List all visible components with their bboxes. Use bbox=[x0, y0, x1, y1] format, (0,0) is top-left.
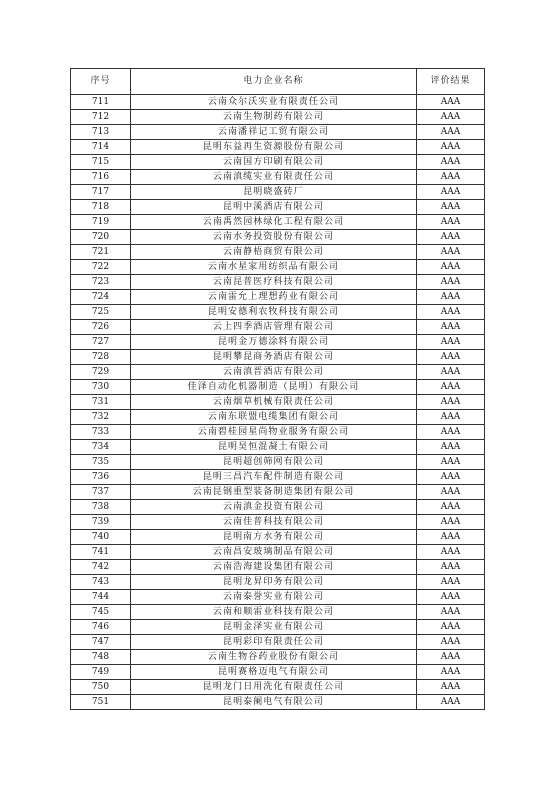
table-row bbox=[71, 380, 485, 395]
rating-result-cell: AAA bbox=[417, 155, 485, 170]
rating-result-cell: AAA bbox=[417, 215, 485, 230]
rating-result-cell: AAA bbox=[417, 425, 485, 440]
header-rating-result: 评价结果 bbox=[417, 69, 485, 95]
serial-number-cell: 732 bbox=[71, 410, 131, 425]
serial-number-cell: 719 bbox=[71, 215, 131, 230]
serial-number-cell: 721 bbox=[71, 245, 131, 260]
serial-number-cell: 720 bbox=[71, 230, 131, 245]
company-name-cell: 昆明东益再生资源股份有限公司 bbox=[131, 140, 417, 155]
company-name-cell: 昆明安德利农牧科技有限公司 bbox=[131, 305, 417, 320]
company-name-cell: 云南滇金投资有限公司 bbox=[131, 500, 417, 515]
rating-result-cell: AAA bbox=[417, 590, 485, 605]
rating-result-cell: AAA bbox=[417, 290, 485, 305]
serial-number-cell: 728 bbox=[71, 350, 131, 365]
rating-result-cell: AAA bbox=[417, 605, 485, 620]
rating-result-cell: AAA bbox=[417, 500, 485, 515]
serial-number-cell: 743 bbox=[71, 575, 131, 590]
serial-number-cell: 726 bbox=[71, 320, 131, 335]
table-row bbox=[71, 95, 485, 110]
rating-result-cell: AAA bbox=[417, 395, 485, 410]
serial-number-cell: 749 bbox=[71, 665, 131, 680]
table-row bbox=[71, 425, 485, 440]
rating-result-cell: AAA bbox=[417, 665, 485, 680]
serial-number-cell: 747 bbox=[71, 635, 131, 650]
company-name-cell: 昆明彩印有限责任公司 bbox=[131, 635, 417, 650]
rating-result-cell: AAA bbox=[417, 455, 485, 470]
rating-result-cell: AAA bbox=[417, 635, 485, 650]
rating-result-cell: AAA bbox=[417, 95, 485, 110]
table-row bbox=[71, 470, 485, 485]
rating-result-cell: AAA bbox=[417, 305, 485, 320]
table-row bbox=[71, 230, 485, 245]
rating-result-cell: AAA bbox=[417, 320, 485, 335]
table-row bbox=[71, 665, 485, 680]
rating-result-cell: AAA bbox=[417, 695, 485, 710]
table-row bbox=[71, 530, 485, 545]
company-name-cell: 云南碧桂园星尚物业服务有限公司 bbox=[131, 425, 417, 440]
rating-result-cell: AAA bbox=[417, 620, 485, 635]
company-name-cell: 云南国方印刷有限公司 bbox=[131, 155, 417, 170]
serial-number-cell: 734 bbox=[71, 440, 131, 455]
table-row bbox=[71, 680, 485, 695]
company-name-cell: 云南滇晋酒店有限公司 bbox=[131, 365, 417, 380]
serial-number-cell: 727 bbox=[71, 335, 131, 350]
company-name-cell: 云南滇缆实业有限责任公司 bbox=[131, 170, 417, 185]
rating-result-cell: AAA bbox=[417, 275, 485, 290]
rating-result-cell: AAA bbox=[417, 230, 485, 245]
company-name-cell: 云南佳普科技有限公司 bbox=[131, 515, 417, 530]
serial-number-cell: 713 bbox=[71, 125, 131, 140]
header-serial-number: 序号 bbox=[71, 69, 131, 95]
company-name-cell: 昆明中溪酒店有限公司 bbox=[131, 200, 417, 215]
table-row bbox=[71, 260, 485, 275]
serial-number-cell: 722 bbox=[71, 260, 131, 275]
serial-number-cell: 731 bbox=[71, 395, 131, 410]
serial-number-cell: 723 bbox=[71, 275, 131, 290]
table-row bbox=[71, 395, 485, 410]
company-name-cell: 昆明南方水务有限公司 bbox=[131, 530, 417, 545]
company-name-cell: 云南禹然园林绿化工程有限公司 bbox=[131, 215, 417, 230]
serial-number-cell: 740 bbox=[71, 530, 131, 545]
company-name-cell: 昆明三昌汽车配件制造有限公司 bbox=[131, 470, 417, 485]
table-row bbox=[71, 155, 485, 170]
serial-number-cell: 718 bbox=[71, 200, 131, 215]
serial-number-cell: 725 bbox=[71, 305, 131, 320]
rating-result-cell: AAA bbox=[417, 200, 485, 215]
table-row bbox=[71, 305, 485, 320]
table-row bbox=[71, 545, 485, 560]
company-name-cell: 云南昌安玻璃制品有限公司 bbox=[131, 545, 417, 560]
table-row bbox=[71, 140, 485, 155]
serial-number-cell: 737 bbox=[71, 485, 131, 500]
company-name-cell: 云南昆普医疗科技有限公司 bbox=[131, 275, 417, 290]
rating-result-cell: AAA bbox=[417, 410, 485, 425]
rating-result-cell: AAA bbox=[417, 335, 485, 350]
table-row bbox=[71, 500, 485, 515]
serial-number-cell: 735 bbox=[71, 455, 131, 470]
table-row bbox=[71, 590, 485, 605]
rating-result-cell: AAA bbox=[417, 125, 485, 140]
table-body bbox=[71, 95, 485, 710]
company-name-cell: 云南泰誉实业有限公司 bbox=[131, 590, 417, 605]
serial-number-cell: 716 bbox=[71, 170, 131, 185]
serial-number-cell: 741 bbox=[71, 545, 131, 560]
serial-number-cell: 714 bbox=[71, 140, 131, 155]
serial-number-cell: 729 bbox=[71, 365, 131, 380]
rating-result-cell: AAA bbox=[417, 545, 485, 560]
table-row bbox=[71, 455, 485, 470]
table-row bbox=[71, 635, 485, 650]
table-row bbox=[71, 350, 485, 365]
company-name-cell: 佳泽自动化机器制造（昆明）有限公司 bbox=[131, 380, 417, 395]
serial-number-cell: 750 bbox=[71, 680, 131, 695]
rating-result-cell: AAA bbox=[417, 185, 485, 200]
serial-number-cell: 738 bbox=[71, 500, 131, 515]
company-name-cell: 云南水务投资股份有限公司 bbox=[131, 230, 417, 245]
table-row bbox=[71, 485, 485, 500]
table-row bbox=[71, 320, 485, 335]
table-row bbox=[71, 515, 485, 530]
rating-result-cell: AAA bbox=[417, 350, 485, 365]
table-row bbox=[71, 335, 485, 350]
table-row bbox=[71, 410, 485, 425]
company-name-cell: 昆明金泽实业有限公司 bbox=[131, 620, 417, 635]
company-name-cell: 云南烟草机械有限责任公司 bbox=[131, 395, 417, 410]
company-name-cell: 云南静梧商贸有限公司 bbox=[131, 245, 417, 260]
company-name-cell: 云南众尔沃实业有限责任公司 bbox=[131, 95, 417, 110]
table-row bbox=[71, 110, 485, 125]
rating-result-cell: AAA bbox=[417, 110, 485, 125]
rating-result-cell: AAA bbox=[417, 680, 485, 695]
serial-number-cell: 751 bbox=[71, 695, 131, 710]
rating-result-cell: AAA bbox=[417, 650, 485, 665]
company-name-cell: 昆明龙门日用洗化有限责任公司 bbox=[131, 680, 417, 695]
table-row bbox=[71, 200, 485, 215]
table-row bbox=[71, 365, 485, 380]
table-row bbox=[71, 620, 485, 635]
rating-result-cell: AAA bbox=[417, 440, 485, 455]
table-row bbox=[71, 290, 485, 305]
rating-result-cell: AAA bbox=[417, 575, 485, 590]
rating-result-cell: AAA bbox=[417, 380, 485, 395]
rating-result-cell: AAA bbox=[417, 245, 485, 260]
rating-result-cell: AAA bbox=[417, 170, 485, 185]
company-name-cell: 昆明龙昇印务有限公司 bbox=[131, 575, 417, 590]
company-name-cell: 昆明昊恒混凝土有限公司 bbox=[131, 440, 417, 455]
serial-number-cell: 711 bbox=[71, 95, 131, 110]
company-name-cell: 昆明泰阑电气有限公司 bbox=[131, 695, 417, 710]
header-company-name: 电力企业名称 bbox=[131, 69, 417, 95]
company-name-cell: 昆明攀昆商务酒店有限公司 bbox=[131, 350, 417, 365]
company-name-cell: 云南浩海建设集团有限公司 bbox=[131, 560, 417, 575]
serial-number-cell: 745 bbox=[71, 605, 131, 620]
table-row bbox=[71, 440, 485, 455]
company-name-cell: 昆明晓盛砖厂 bbox=[131, 185, 417, 200]
company-name-cell: 云南潘祥记工贸有限公司 bbox=[131, 125, 417, 140]
serial-number-cell: 733 bbox=[71, 425, 131, 440]
rating-result-cell: AAA bbox=[417, 470, 485, 485]
serial-number-cell: 736 bbox=[71, 470, 131, 485]
rating-table bbox=[70, 68, 485, 710]
serial-number-cell: 717 bbox=[71, 185, 131, 200]
serial-number-cell: 715 bbox=[71, 155, 131, 170]
company-name-cell: 云南水星家用纺织品有限公司 bbox=[131, 260, 417, 275]
table-row bbox=[71, 575, 485, 590]
table-header bbox=[71, 69, 485, 95]
serial-number-cell: 748 bbox=[71, 650, 131, 665]
serial-number-cell: 724 bbox=[71, 290, 131, 305]
company-name-cell: 昆明金万德涂料有限公司 bbox=[131, 335, 417, 350]
company-name-cell: 昆明赛格迈电气有限公司 bbox=[131, 665, 417, 680]
serial-number-cell: 730 bbox=[71, 380, 131, 395]
table-row bbox=[71, 215, 485, 230]
rating-result-cell: AAA bbox=[417, 530, 485, 545]
serial-number-cell: 746 bbox=[71, 620, 131, 635]
table-row bbox=[71, 605, 485, 620]
table-row bbox=[71, 170, 485, 185]
table-row bbox=[71, 695, 485, 710]
company-name-cell: 云南雷允上理想药业有限公司 bbox=[131, 290, 417, 305]
company-name-cell: 云南和顺雷业科技有限公司 bbox=[131, 605, 417, 620]
rating-result-cell: AAA bbox=[417, 365, 485, 380]
rating-result-cell: AAA bbox=[417, 560, 485, 575]
table-row bbox=[71, 650, 485, 665]
table-row bbox=[71, 185, 485, 200]
serial-number-cell: 739 bbox=[71, 515, 131, 530]
rating-result-cell: AAA bbox=[417, 140, 485, 155]
table-row bbox=[71, 125, 485, 140]
header-row bbox=[71, 69, 485, 95]
rating-result-cell: AAA bbox=[417, 260, 485, 275]
rating-result-cell: AAA bbox=[417, 515, 485, 530]
company-name-cell: 云南生物制药有限公司 bbox=[131, 110, 417, 125]
serial-number-cell: 712 bbox=[71, 110, 131, 125]
rating-result-cell: AAA bbox=[417, 485, 485, 500]
table-row bbox=[71, 560, 485, 575]
serial-number-cell: 744 bbox=[71, 590, 131, 605]
serial-number-cell: 742 bbox=[71, 560, 131, 575]
company-name-cell: 昆明超创筛网有限公司 bbox=[131, 455, 417, 470]
company-name-cell: 云南生物谷药业股份有限公司 bbox=[131, 650, 417, 665]
company-name-cell: 云南东联盟电缆集团有限公司 bbox=[131, 410, 417, 425]
table-row bbox=[71, 275, 485, 290]
company-name-cell: 云南昆钢重型装备制造集团有限公司 bbox=[131, 485, 417, 500]
company-name-cell: 云上四季酒店管理有限公司 bbox=[131, 320, 417, 335]
table-row bbox=[71, 245, 485, 260]
